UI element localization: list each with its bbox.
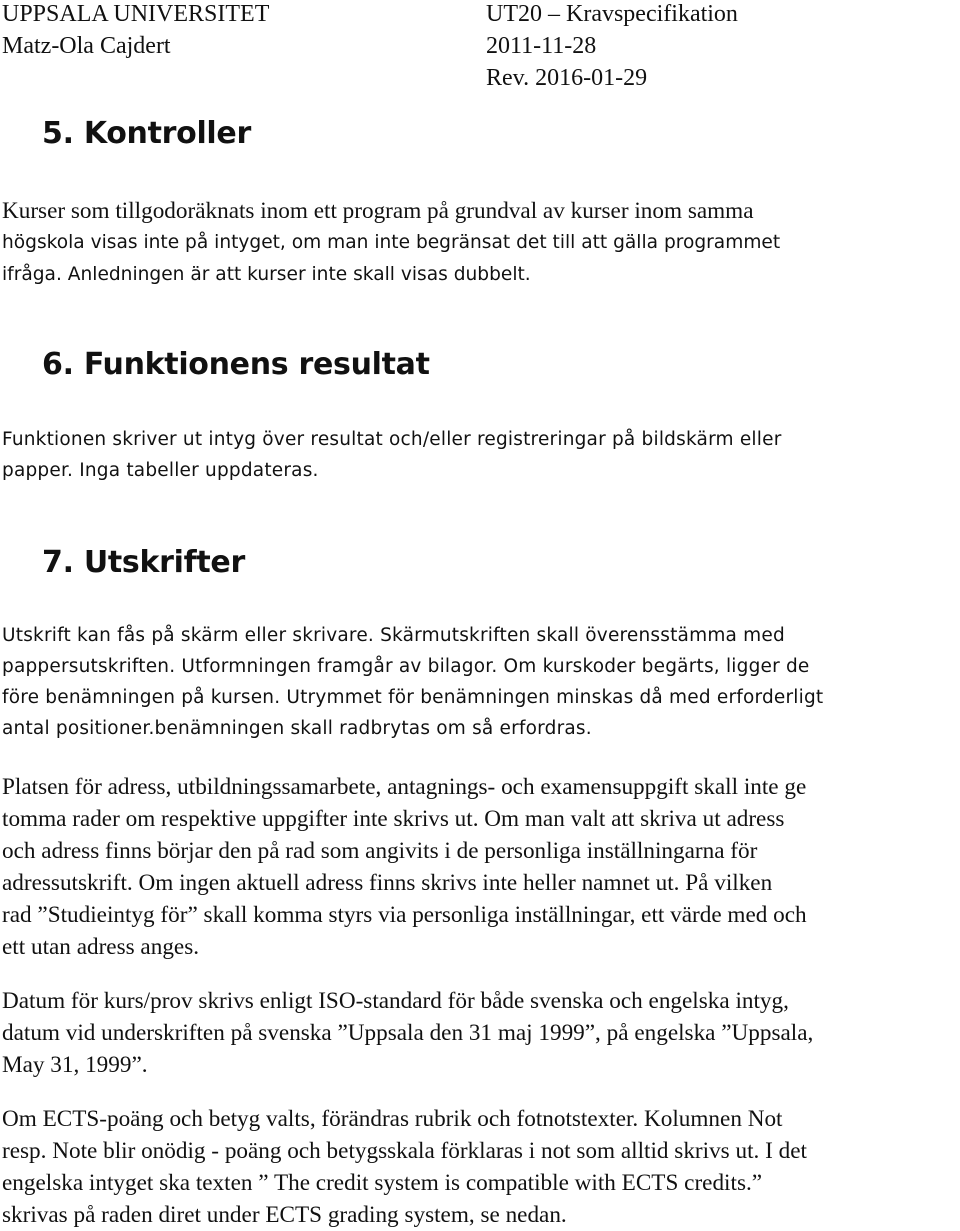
paragraph-utskrifter-1 (2, 620, 954, 744)
paragraph-line: Utskrift kan fås på skärm eller skrivare. Skärmutskriften skall överensstämma med (2, 625, 785, 646)
paragraph-line: Kurser som tillgodoräknats inom ett program på grundval av kurser inom samma (2, 198, 754, 224)
paragraph-kontroller (2, 195, 954, 291)
paragraph-line: rad ”Studieintyg för” skall komma styrs via personliga inställningar, ett värde med och (2, 902, 807, 928)
paragraph-line: tomma rader om respektive uppgifter inte skrivs ut. Om man valt att skriva ut adress (2, 806, 785, 832)
paragraph-line: ifråga. Anledningen är att kurser inte skall visas dubbelt. (2, 264, 531, 285)
section-heading-utskrifter: 7. Utskrifter (42, 545, 245, 580)
paragraph-line: Om ECTS-poäng och betyg valts, förändras rubrik och fotnotstexter. Kolumnen Not (2, 1106, 783, 1132)
university-name: UPPSALA UNIVERSITET (2, 1, 270, 27)
paragraph-line: Datum för kurs/prov skrivs enligt ISO-standard för både svenska och engelska intyg, (2, 988, 789, 1014)
paragraph-line: Platsen för adress, utbildningssamarbete, antagnings- och examensuppgift skall inte ge (2, 774, 807, 800)
paragraph-line: ett utan adress anges. (2, 934, 200, 960)
paragraph-line: papper. Inga tabeller uppdateras. (2, 460, 319, 481)
paragraph-utskrifter-4 (2, 1103, 954, 1231)
header-left (2, 0, 269, 62)
paragraph-line: resp. Note blir onödig - poäng och betygsskala förklaras i not som alltid skrivs ut. I det (2, 1138, 807, 1164)
header-right (486, 0, 738, 94)
paragraph-line: antal positioner.benämningen skall radbrytas om så erfordras. (2, 718, 592, 739)
paragraph-line: skrivas på raden diret under ECTS grading system, se nedan. (2, 1202, 567, 1228)
document-date: 2011-11-28 (486, 33, 597, 59)
paragraph-line: adressutskrift. Om ingen aktuell adress finns skrivs inte heller namnet ut. På vilken (2, 870, 773, 896)
paragraph-line: före benämningen på kursen. Utrymmet för benämningen minskas då med erforderligt (2, 687, 824, 708)
paragraph-line: pappersutskriften. Utformningen framgår av bilagor. Om kurskoder begärts, ligger de (2, 656, 810, 677)
paragraph-line: datum vid underskriften på svenska ”Uppsala den 31 maj 1999”, på engelska ”Uppsala, (2, 1020, 814, 1046)
paragraph-line: Funktionen skriver ut intyg över resultat och/eller registreringar på bildskärm eller (2, 429, 782, 450)
paragraph-line: engelska intyget ska texten ” The credit system is compatible with ECTS credits.” (2, 1170, 763, 1196)
paragraph-line: och adress finns börjar den på rad som angivits i de personliga inställningarna för (2, 838, 758, 864)
paragraph-line: högskola visas inte på intyget, om man inte begränsat det till att gälla programmet (2, 232, 781, 253)
author-name: Matz-Ola Cajdert (2, 33, 171, 59)
paragraph-funktionens-resultat (2, 424, 954, 486)
section-heading-kontroller: 5. Kontroller (42, 116, 251, 151)
document-title: UT20 – Kravspecifikation (486, 1, 738, 27)
paragraph-utskrifter-2 (2, 771, 954, 963)
paragraph-utskrifter-3 (2, 985, 954, 1081)
section-heading-funktionens-resultat: 6. Funktionens resultat (42, 347, 430, 382)
paragraph-line: May 31, 1999”. (2, 1052, 148, 1078)
revision-date: Rev. 2016-01-29 (486, 65, 648, 91)
